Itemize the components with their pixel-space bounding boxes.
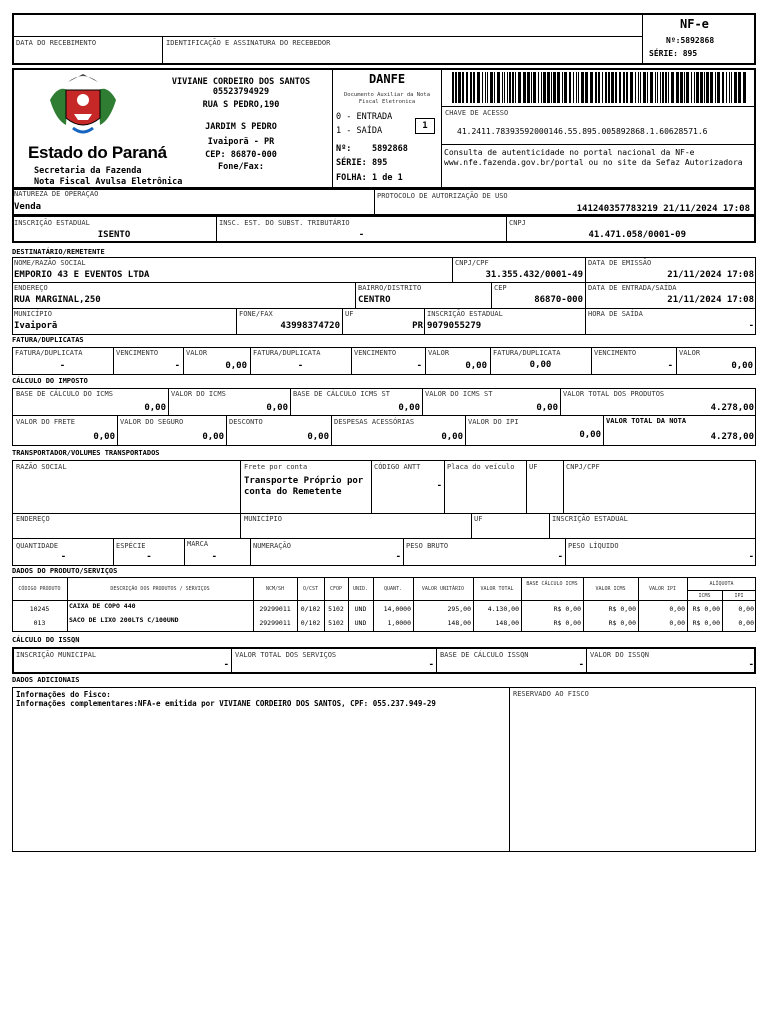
- transp-uf2-label: UF: [474, 515, 483, 523]
- produto-cell: UND: [354, 619, 367, 627]
- produto-col-header: BASE CÁLCULO ICMS: [526, 581, 578, 587]
- danfe-entrada: 0 - ENTRADA: [336, 112, 393, 122]
- barcode-bar: [665, 72, 667, 103]
- produto-col-header: DESCRIÇÃO DOS PRODUTOS / SERVIÇOS: [110, 586, 210, 592]
- barcode-bar: [553, 72, 556, 103]
- barcode-bar: [662, 72, 664, 103]
- barcode-bar: [684, 72, 685, 103]
- barcode-bar: [671, 72, 674, 103]
- barcode-bar: [657, 72, 658, 103]
- nota-avulsa: Nota Fiscal Avulsa Eletrônica: [34, 177, 183, 187]
- produto-cell: R$ 0,00: [553, 605, 581, 613]
- produtos-section: DADOS DO PRODUTO/SERVIÇOS: [12, 567, 118, 575]
- ie-value: ISENTO: [97, 230, 131, 240]
- fatura-cell: -: [297, 361, 304, 371]
- barcode-bar: [710, 72, 713, 103]
- ie-st-value: -: [358, 230, 365, 240]
- barcode-bar: [615, 72, 617, 103]
- transp-frete: Transporte Próprio por conta do Remetente: [244, 476, 364, 497]
- fatura-cell: -: [174, 361, 180, 371]
- produto-col-header: O/CST: [302, 586, 319, 592]
- seguro-label: VALOR DO SEGURO: [120, 418, 184, 426]
- fatura-cell: -: [416, 361, 422, 371]
- info-complementares: Informações complementares:NFA-e emitida por VIVIANE CORDEIRO DOS SANTOS, CPF: 055.237.949-29: [16, 699, 436, 708]
- dest-cep-label: CEP: [494, 284, 507, 292]
- fatura-cell: -: [667, 361, 673, 371]
- barcode-bar: [507, 72, 508, 103]
- barcode-bar: [490, 72, 493, 103]
- transp-endereco-label: ENDEREÇO: [16, 515, 50, 523]
- barcode-bar: [564, 72, 567, 103]
- dest-nome-label: NOME/RAZÃO SOCIAL: [14, 259, 86, 267]
- transp-ie-label: INSCRIÇÃO ESTADUAL: [552, 515, 628, 523]
- barcode-bar: [502, 72, 503, 103]
- adicionais-box: [12, 687, 756, 852]
- produto-col-header: VALOR ICMS: [595, 586, 626, 592]
- barcode-bar: [731, 72, 732, 103]
- barcode-bar: [650, 72, 653, 103]
- barcode-bar: [569, 72, 571, 103]
- barcode-bar: [458, 72, 461, 103]
- despesas-label: DESPESAS ACESSÓRIAS: [334, 418, 415, 426]
- barcode-bar: [686, 72, 689, 103]
- transp-placa-label: Placa do veículo: [447, 463, 515, 471]
- fatura-cell: 0,00: [529, 360, 552, 370]
- transportador-section: TRANSPORTADOR/VOLUMES TRANSPORTADOS: [12, 449, 160, 457]
- produto-cell: 29299011: [259, 605, 291, 613]
- transp-municipio-label: MUNICÍPIO: [244, 515, 282, 523]
- barcode-bar: [585, 72, 588, 103]
- issqn-im: -: [223, 660, 229, 670]
- danfe-folha: 1 de 1: [372, 173, 403, 183]
- bc-icms-label: BASE DE CÁLCULO DO ICMS: [16, 390, 113, 398]
- barcode-bar: [590, 72, 593, 103]
- fatura-cell: 0,00: [731, 361, 753, 371]
- emitente-cpf: 05523794929: [212, 87, 270, 97]
- barcode-bar: [655, 72, 656, 103]
- produto-cell: R$ 0,00: [692, 605, 720, 613]
- dest-emissao: 21/11/2024 17:08: [667, 270, 754, 280]
- barcode-bar: [504, 72, 505, 103]
- dest-bairro: CENTRO: [358, 295, 391, 305]
- barcode-bar: [602, 72, 603, 103]
- transp-marca-label: MARCA: [187, 540, 209, 548]
- fatura-col-label: VENCIMENTO: [594, 349, 637, 357]
- barcode-bar: [538, 72, 539, 103]
- fatura-col-label: VALOR: [428, 349, 450, 357]
- danfe-serie-label: SÉRIE:: [336, 158, 367, 168]
- issqn-bc-label: BASE DE CÁLCULO ISSQN: [440, 651, 529, 659]
- produto-cell: 29299011: [259, 619, 291, 627]
- dest-uf-label: UF: [345, 310, 354, 318]
- barcode-bar: [668, 72, 669, 103]
- destinatario-section: DESTINATÁRIO/REMETENTE: [12, 248, 105, 256]
- barcode-bar: [696, 72, 699, 103]
- barcode-bar: [722, 72, 724, 103]
- aliquota-subheader: ICMS: [698, 593, 711, 599]
- barcode-bar: [466, 72, 468, 103]
- barcode-bar: [619, 72, 621, 103]
- emitente-endereco: RUA S PEDRO,190: [202, 100, 280, 110]
- transp-bruto-label: PESO BRUTO: [406, 542, 449, 550]
- fatura-section: FATURA/DUPLICATAS: [12, 336, 84, 344]
- danfe-subtitle: Documento Auxiliar da Nota Fiscal Eletronica: [343, 92, 431, 105]
- barcode-bar: [547, 72, 550, 103]
- bc-icms: 0,00: [144, 403, 166, 413]
- transp-razao-label: RAZÃO SOCIAL: [16, 463, 67, 471]
- danfe-numero-label: Nº:: [336, 144, 352, 154]
- barcode-bar: [512, 72, 514, 103]
- transp-bruto: -: [557, 552, 563, 562]
- produto-col-header: QUANT.: [383, 586, 403, 592]
- bc-st: 0,00: [398, 403, 420, 413]
- barcode-bar: [452, 72, 454, 103]
- danfe-saida: 1 - SAÍDA: [336, 126, 383, 136]
- barcode-bar: [680, 72, 683, 103]
- imposto-section: CÁLCULO DO IMPOSTO: [12, 377, 88, 385]
- aliquota-subheader: IPI: [734, 593, 744, 599]
- barcode-bar: [660, 72, 661, 103]
- produto-col-header: VALOR IPI: [648, 586, 677, 592]
- dest-hora-label: HORA DE SAÍDA: [588, 310, 643, 318]
- fatura-col-label: VENCIMENTO: [354, 349, 397, 357]
- barcode-bar: [515, 72, 516, 103]
- protocolo-value: 141240357783219 21/11/2024 17:08: [576, 204, 750, 214]
- transp-uf-label: UF: [529, 463, 538, 471]
- produto-cell: 14,0000: [383, 605, 411, 613]
- emitente-nome: VIVIANE CORDEIRO DOS SANTOS: [171, 77, 311, 87]
- dest-municipio: Ivaiporã: [14, 321, 58, 331]
- produto-cell: 148,00: [495, 619, 519, 627]
- desconto-label: DESCONTO: [229, 418, 263, 426]
- produto-cell: 4.130,00: [487, 605, 519, 613]
- barcode-bar: [623, 72, 625, 103]
- transp-especie: -: [146, 552, 152, 562]
- dest-nome: EMPORIO 43 E EVENTOS LTDA: [14, 270, 150, 280]
- bc-st-label: BASE DE CÁLCULO ICMS ST: [293, 390, 390, 398]
- dest-uf: PR: [412, 321, 423, 331]
- issqn-im-label: INSCRIÇÃO MUNICIPAL: [16, 651, 97, 659]
- produto-col-header: CFOP: [329, 586, 343, 592]
- transp-liquido: -: [748, 552, 754, 562]
- emitente-cidade: Ivaiporã - PR: [207, 137, 275, 147]
- fatura-col-label: FATURA/DUPLICATA: [15, 349, 83, 357]
- transp-antt-label: CÓDIGO ANTT: [374, 463, 421, 471]
- produto-cell: 5102: [328, 619, 344, 627]
- barcode-bar: [635, 72, 636, 103]
- produto-col-header: CÓDIGO PRODUTO: [18, 586, 61, 592]
- cnpj-value: 41.471.058/0001-09: [588, 230, 686, 240]
- barcode-bar: [729, 72, 730, 103]
- produto-cell: R$ 0,00: [553, 619, 581, 627]
- barcode-bar: [551, 72, 552, 103]
- transp-numeracao-label: NUMERAÇÃO: [253, 542, 291, 550]
- produto-cell: SACO DE LIXO 200LTS C/100UND: [69, 616, 179, 624]
- barcode-bar: [543, 72, 546, 103]
- issqn-v: -: [748, 660, 754, 670]
- barcode-bar: [691, 72, 692, 103]
- fatura-col-label: FATURA/DUPLICATA: [253, 349, 321, 357]
- produto-cell: 295,00: [447, 605, 471, 613]
- total-label: VALOR TOTAL DA NOTA: [606, 417, 687, 425]
- data-recebimento-label: DATA DO RECEBIMENTO: [16, 39, 97, 47]
- emitente-fone: Fone/Fax:: [217, 162, 265, 172]
- transp-qtd-label: QUANTIDADE: [16, 542, 59, 550]
- barcode-bar: [706, 72, 709, 103]
- barcode-bar: [541, 72, 542, 103]
- barcode-bar: [473, 72, 475, 103]
- fatura-col-label: VENCIMENTO: [116, 349, 159, 357]
- dest-entrada-label: DATA DE ENTRADA/SAÍDA: [588, 284, 677, 292]
- dest-endereco: RUA MARGINAL,250: [14, 295, 101, 305]
- transp-antt: -: [436, 481, 442, 491]
- v-prod-label: VALOR TOTAL DOS PRODUTOS: [563, 390, 665, 398]
- identificacao-label: IDENTIFICAÇÃO E ASSINATURA DO RECEBEDOR: [166, 39, 331, 47]
- barcode-bar: [487, 72, 488, 103]
- barcode-bar: [533, 72, 536, 103]
- canhoto-serie: SÉRIE: 895: [649, 49, 698, 58]
- issqn-v-label: VALOR DO ISSQN: [590, 651, 650, 659]
- barcode-bar: [485, 72, 486, 103]
- produto-cell: 0,00: [669, 619, 685, 627]
- produto-cell: 0/102: [300, 619, 321, 627]
- fatura-cell: -: [59, 361, 66, 371]
- barcode-bar: [640, 72, 641, 103]
- transp-marca: -: [211, 552, 217, 562]
- barcode-bar: [509, 72, 511, 103]
- fatura-col-label: VALOR: [679, 349, 701, 357]
- barcode-bar: [647, 72, 648, 103]
- issqn-vs: -: [428, 660, 434, 670]
- barcode-bar: [598, 72, 600, 103]
- estado-logo-text: Estado do Paraná: [28, 143, 167, 162]
- barcode-bar: [523, 72, 526, 103]
- barcode-bar: [482, 72, 483, 103]
- produto-cell: UND: [354, 605, 367, 613]
- barcode-bar: [518, 72, 521, 103]
- barcode-bar: [462, 72, 464, 103]
- ipi-label: VALOR DO IPI: [468, 418, 519, 426]
- transp-cnpj-label: CNPJ/CPF: [566, 463, 600, 471]
- despesas: 0,00: [441, 432, 463, 442]
- natureza-label: NATUREZA DE OPERAÇÃO: [14, 190, 99, 198]
- produto-col-header: UNID.: [352, 586, 369, 592]
- dest-endereco-label: ENDEREÇO: [14, 284, 48, 292]
- danfe-numero: 5892868: [372, 144, 408, 154]
- produto-col-header: VALOR TOTAL: [480, 586, 514, 592]
- nfe-title: NF-e: [680, 17, 709, 31]
- protocolo-label: PROTOCOLO DE AUTORIZAÇÃO DE USO: [377, 192, 508, 200]
- danfe-title: DANFE: [368, 72, 406, 86]
- desconto: 0,00: [307, 432, 329, 442]
- v-st: 0,00: [536, 403, 558, 413]
- barcode-bar: [717, 72, 720, 103]
- barcode-bar: [527, 72, 530, 103]
- canhoto: [12, 13, 756, 65]
- barcode-bar: [595, 72, 597, 103]
- barcode-bar: [700, 72, 703, 103]
- barcode-bar: [643, 72, 646, 103]
- aliquota-header: ALÍQUOTA: [709, 581, 734, 587]
- cnpj-label: CNPJ: [509, 219, 526, 227]
- produto-cell: R$ 0,00: [608, 619, 636, 627]
- produto-cell: R$ 0,00: [692, 619, 720, 627]
- barcode-bar: [694, 72, 695, 103]
- dest-entrada: 21/11/2024 17:08: [667, 295, 754, 305]
- issqn-vs-label: VALOR TOTAL DOS SERVIÇOS: [235, 651, 337, 659]
- transp-numeracao: -: [395, 552, 401, 562]
- dest-emissao-label: DATA DE EMISSÃO: [588, 259, 652, 267]
- consulta-text: Consulta de autenticidade no portal nacional da NF-e www.nfe.fazenda.gov.br/portal ou no site da Sefaz Autorizadora: [444, 148, 743, 167]
- barcode-bar: [470, 72, 472, 103]
- barcode-bar: [531, 72, 532, 103]
- reservado-fisco-label: RESERVADO AO FISCO: [513, 690, 589, 698]
- v-icms-label: VALOR DO ICMS: [171, 390, 226, 398]
- issqn-bc: -: [578, 660, 584, 670]
- barcode-bar: [608, 72, 610, 103]
- barcode-bar: [494, 72, 495, 103]
- frete-label: VALOR DO FRETE: [16, 418, 76, 426]
- produto-cell: 1,0000: [387, 619, 411, 627]
- barcode-bar: [704, 72, 705, 103]
- barcode-bar: [738, 72, 741, 103]
- barcode-bar: [581, 72, 584, 103]
- seguro: 0,00: [202, 432, 224, 442]
- dest-hora: -: [748, 321, 754, 331]
- barcode-bar: [734, 72, 737, 103]
- produto-cell: R$ 0,00: [608, 605, 636, 613]
- barcode-bar: [562, 72, 563, 103]
- barcode: [452, 72, 750, 103]
- fatura-cell: 0,00: [225, 361, 247, 371]
- frete: 0,00: [93, 432, 115, 442]
- dest-ie: 9079055279: [427, 321, 482, 331]
- produto-col-header: VALOR UNITÁRIO: [421, 586, 465, 592]
- dest-bairro-label: BAIRRO/DISTRITO: [358, 284, 422, 292]
- barcode-bar: [576, 72, 577, 103]
- danfe-folha-label: FOLHA:: [336, 173, 367, 183]
- produto-col-header: NCM/SH: [265, 586, 285, 592]
- produto-cell: 0,00: [738, 619, 754, 627]
- barcode-bar: [626, 72, 628, 103]
- barcode-bar: [477, 72, 480, 103]
- fatura-col-label: VALOR: [186, 349, 208, 357]
- chave-label: CHAVE DE ACESSO: [445, 109, 509, 117]
- coat-of-arms-logo: [48, 70, 118, 140]
- v-icms: 0,00: [266, 403, 288, 413]
- produto-cell: 10245: [29, 605, 50, 613]
- dest-municipio-label: MUNICÍPIO: [14, 310, 52, 318]
- dest-cnpj-label: CNPJ/CPF: [455, 259, 489, 267]
- barcode-bar: [630, 72, 633, 103]
- ie-st-label: INSC. EST. DO SUBST. TRIBUTÁRIO: [219, 219, 350, 227]
- barcode-bar: [455, 72, 457, 103]
- total: 4.278,00: [710, 432, 754, 442]
- barcode-bar: [578, 72, 579, 103]
- dest-cnpj: 31.355.432/0001-49: [485, 270, 583, 280]
- produto-cell: CAIXA DE COPO 440: [69, 602, 136, 610]
- transp-especie-label: ESPÉCIE: [116, 542, 146, 550]
- canhoto-numero: Nº:5892868: [666, 36, 715, 45]
- dest-ie-label: INSCRIÇÃO ESTADUAL: [427, 310, 503, 318]
- v-prod: 4.278,00: [710, 403, 754, 413]
- secretaria: Secretaria da Fazenda: [34, 166, 142, 176]
- barcode-bar: [605, 72, 607, 103]
- fatura-cell: 0,00: [465, 361, 487, 371]
- tipo-operacao-box: 1: [415, 118, 435, 134]
- emitente-cep: CEP: 86870-000: [205, 150, 277, 160]
- barcode-bar: [573, 72, 574, 103]
- dest-fone: 43998374720: [280, 321, 340, 331]
- barcode-bar: [497, 72, 500, 103]
- ie-label: INSCRIÇÃO ESTADUAL: [14, 219, 90, 227]
- produto-cell: 0,00: [669, 605, 685, 613]
- chave-value: 41.2411.78393592000146.55.895.005892868.1.60628571.6: [457, 127, 708, 136]
- issqn-section: CÁLCULO DO ISSQN: [12, 636, 80, 644]
- emitente-bairro: JARDIM S PEDRO: [205, 122, 277, 132]
- barcode-bar: [715, 72, 716, 103]
- produto-cell: 148,00: [447, 619, 471, 627]
- dest-cep: 86870-000: [534, 295, 583, 305]
- produto-cell: 0/102: [300, 605, 321, 613]
- natureza-value: Venda: [14, 202, 42, 212]
- danfe-serie: 895: [372, 158, 388, 168]
- transp-liquido-label: PESO LÍQUIDO: [568, 542, 619, 550]
- barcode-bar: [743, 72, 746, 103]
- transp-frete-label: Frete por conta: [244, 463, 308, 471]
- transp-qtd: -: [60, 552, 67, 562]
- dest-fone-label: FONE/FAX: [239, 310, 273, 318]
- fatura-col-label: FATURA/DUPLICATA: [493, 349, 561, 357]
- barcode-bar: [676, 72, 679, 103]
- ipi: 0,00: [579, 430, 601, 440]
- produto-cell: 013: [33, 619, 46, 627]
- produto-cell: 5102: [328, 605, 344, 613]
- adicionais-section: DADOS ADICIONAIS: [12, 676, 80, 684]
- v-st-label: VALOR DO ICMS ST: [425, 390, 493, 398]
- barcode-bar: [557, 72, 560, 103]
- barcode-bar: [726, 72, 727, 103]
- barcode-bar: [611, 72, 614, 103]
- info-fisco-title: Informações do Fisco:: [16, 690, 111, 699]
- barcode-bar: [638, 72, 639, 103]
- produto-cell: 0,00: [738, 605, 754, 613]
